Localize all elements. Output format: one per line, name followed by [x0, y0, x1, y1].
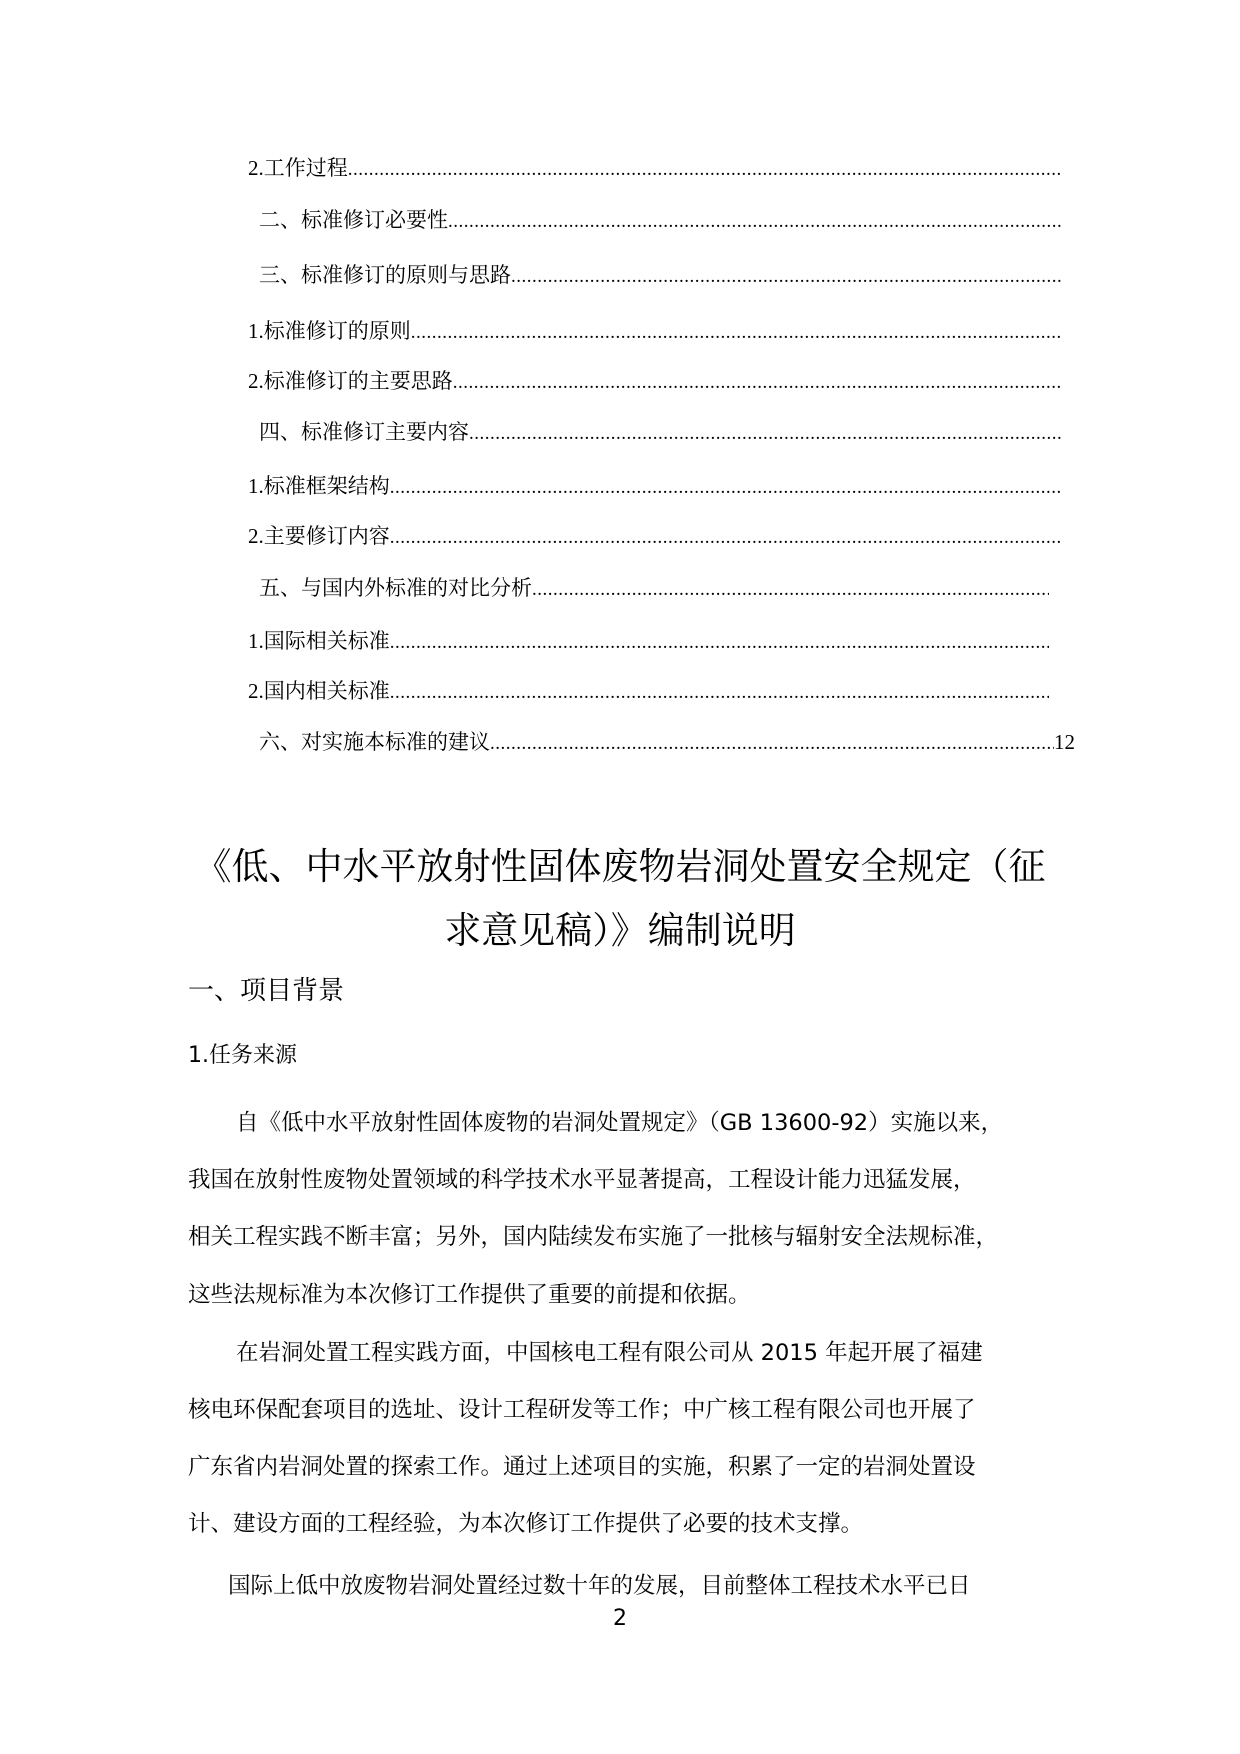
paragraph-line: 这些法规标准为本次修订工作提供了重要的前提和依据。 — [188, 1282, 751, 1308]
paragraph-line: 在岩洞处置工程实践方面，中国核电工程有限公司从 2015 年起开展了福建 — [236, 1340, 983, 1366]
toc-leader — [469, 423, 1061, 445]
toc-leader — [390, 477, 1061, 499]
toc-entry[interactable] — [248, 204, 1061, 234]
toc-entry[interactable] — [248, 470, 1061, 500]
toc-leader — [390, 682, 1049, 704]
toc-entry-label: 2.国内相关标准 — [248, 679, 390, 703]
paragraph-line: 国际上低中放废物岩洞处置经过数十年的发展，目前整体工程技术水平已日 — [228, 1573, 971, 1599]
toc-entry[interactable] — [248, 315, 1061, 345]
toc-leader — [348, 159, 1061, 181]
toc-entry-label: 1.国际相关标准 — [248, 629, 390, 653]
toc-entry-label: 五、与国内外标准的对比分析 — [259, 576, 532, 600]
toc-leader — [390, 632, 1049, 654]
toc-entry-label: 二、标准修订必要性 — [259, 208, 448, 232]
paragraph-line: 相关工程实践不断丰富；另外，国内陆续发布实施了一批核与辐射安全法规标准， — [188, 1224, 999, 1250]
paragraph-line: 核电环保配套项目的选址、设计工程研发等工作；中广核工程有限公司也开展了 — [188, 1397, 976, 1423]
toc-entry[interactable] — [248, 259, 1061, 289]
section-heading: 一、项目背景 — [188, 976, 345, 1006]
toc-entry[interactable] — [248, 572, 1049, 602]
toc-entry[interactable] — [248, 152, 1061, 182]
toc-leader — [511, 266, 1061, 288]
toc-entry-label: 2.主要修订内容 — [248, 524, 390, 548]
paragraph-line: 我国在放射性废物处置领域的科学技术水平显著提高，工程设计能力迅猛发展， — [188, 1167, 976, 1193]
toc-entry-label: 四、标准修订主要内容 — [259, 420, 469, 444]
toc-leader — [532, 579, 1049, 601]
toc-entry[interactable] — [248, 365, 1061, 395]
toc-leader — [448, 211, 1061, 233]
paragraph-line: 计、建设方面的工程经验，为本次修订工作提供了必要的技术支撑。 — [188, 1511, 864, 1537]
toc-entry[interactable] — [248, 726, 1075, 756]
toc-entry-label: 1.标准框架结构 — [248, 474, 390, 498]
page-number: 2 — [613, 1606, 627, 1631]
subsection-heading: 1.任务来源 — [188, 1043, 297, 1068]
toc-entry-label: 2.标准修订的主要思路 — [248, 369, 453, 393]
toc-entry[interactable] — [248, 416, 1061, 446]
document-title-line-2: 求意见稿）》编制说明 — [444, 909, 796, 952]
toc-entry-label: 1.标准修订的原则 — [248, 319, 411, 343]
document-title-line-1: 《低、中水平放射性固体废物岩洞处置安全规定（征 — [194, 845, 1046, 888]
toc-page-number: 12 — [1054, 730, 1075, 754]
toc-leader — [411, 322, 1061, 344]
toc-entry[interactable] — [248, 520, 1061, 550]
toc-leader — [490, 733, 1054, 755]
paragraph-line: 广东省内岩洞处置的探索工作。通过上述项目的实施，积累了一定的岩洞处置设 — [188, 1454, 976, 1480]
toc-entry-label: 三、标准修订的原则与思路 — [259, 263, 511, 287]
toc-entry-label: 六、对实施本标准的建议 — [259, 730, 490, 754]
toc-leader — [453, 372, 1061, 394]
toc-leader — [390, 527, 1061, 549]
toc-entry-label: 2.工作过程 — [248, 156, 348, 180]
toc-entry[interactable] — [248, 675, 1049, 705]
toc-entry[interactable] — [248, 625, 1049, 655]
paragraph-line: 自《低中水平放射性固体废物的岩洞处置规定》（GB 13600-92）实施以来， — [236, 1110, 1004, 1136]
